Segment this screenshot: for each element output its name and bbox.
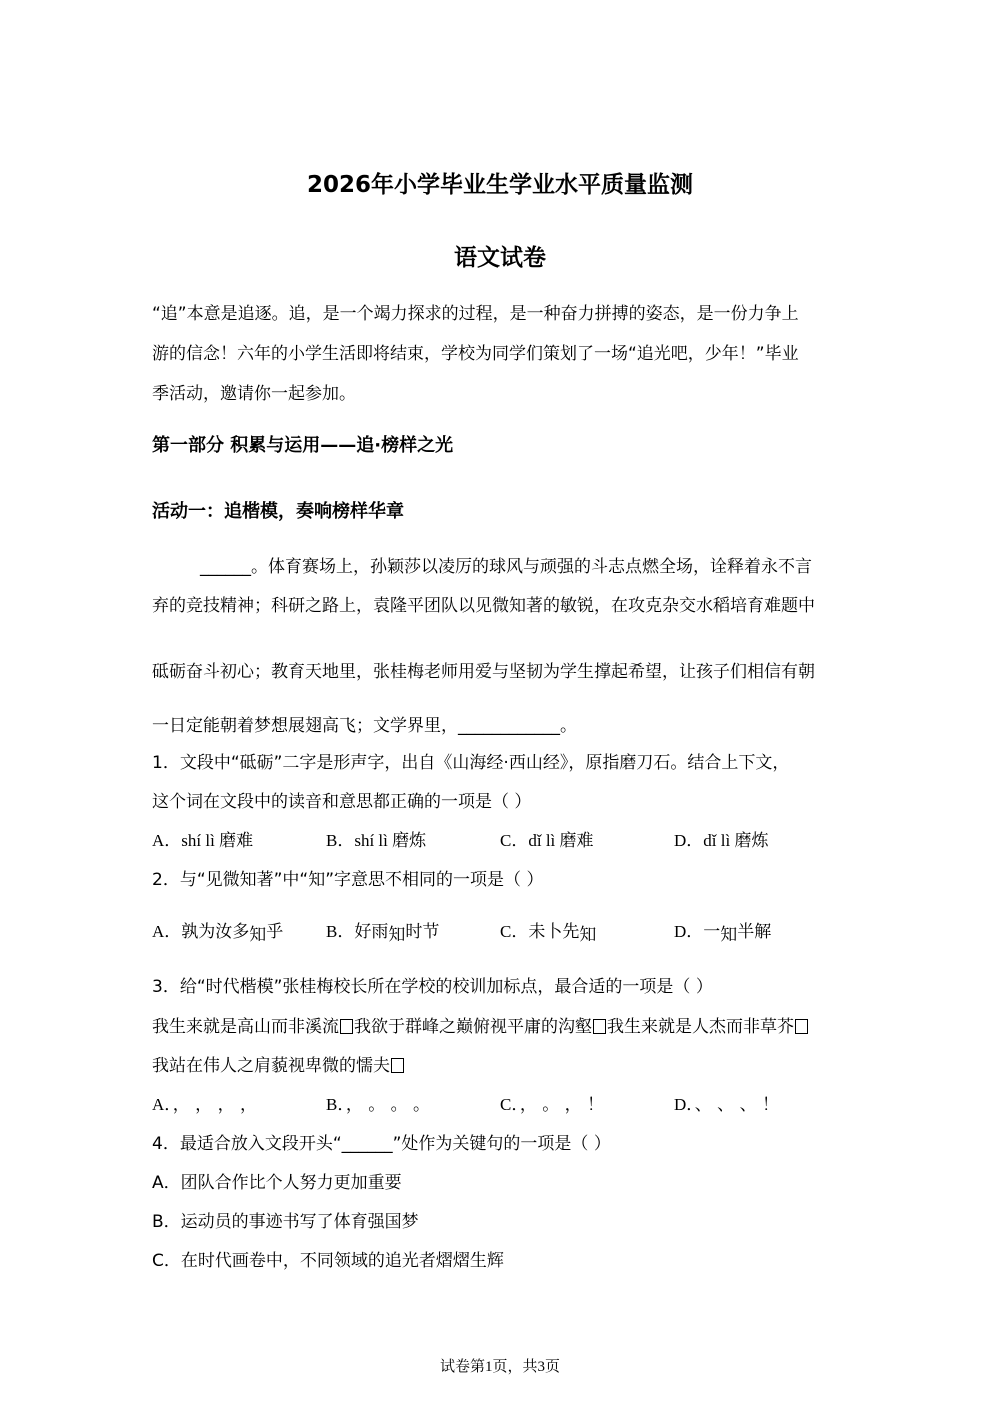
- exam-subtitle: 语文试卷: [454, 245, 546, 271]
- q3-motto-line-2: 我站在伟人之肩藐视卑微的懦夫: [152, 1054, 842, 1078]
- q1-option-d[interactable]: D．dǐ lì 磨炼: [674, 831, 769, 850]
- q1-option-a[interactable]: A．shí lì 磨难: [152, 831, 254, 850]
- q4-stem: 4．最适合放入文段开头“______”处作为关键句的一项是（ ）: [152, 1134, 611, 1154]
- q3-motto-line-1: 我生来就是高山而非溪流 我欲于群峰之巅俯视平庸的沟壑 我生来就是人杰而非草芥: [152, 1015, 842, 1039]
- punctuation-blank-box: [593, 1019, 606, 1034]
- punctuation-blank-box: [391, 1058, 404, 1073]
- q3-option-c[interactable]: C．， 。 ， ！: [500, 1095, 605, 1115]
- activity1-heading: 活动一：追楷模，奏响榜样华章: [152, 501, 404, 522]
- page-footer: 试卷第1页，共3页: [439, 1359, 560, 1375]
- q1-option-b[interactable]: B．shí lì 磨炼: [326, 831, 427, 850]
- punctuation-blank-box: [340, 1019, 353, 1034]
- q2-option-b[interactable]: B．好雨知时节: [326, 922, 440, 945]
- q2-options: [152, 920, 842, 944]
- q4-option-a[interactable]: A．团队合作比个人努力更加重要: [152, 1173, 402, 1193]
- punctuation-blank-box: [795, 1019, 808, 1034]
- q1-stem-line-2: 这个词在文段中的读音和意思都正确的一项是（ ）: [152, 792, 532, 812]
- q2-stem: 2．与“见微知著”中“知”字意思不相同的一项是（ ）: [152, 870, 544, 890]
- q3-option-d[interactable]: D．、 、 、 ！: [674, 1095, 779, 1115]
- passage-line-4: 一日定能朝着梦想展翅高飞；文学界里，____________。: [152, 716, 577, 736]
- q3-option-b[interactable]: B．， 。 。 。: [326, 1095, 431, 1115]
- passage-line-1: ______。体育赛场上，孙颖莎以凌厉的球风与顽强的斗志点燃全场，诠释着永不言: [200, 557, 812, 577]
- intro-line-1: “追”本意是追逐。追，是一个竭力探求的过程，是一种奋力拼搏的姿态，是一份力争上: [152, 304, 799, 324]
- passage-line-3: 砥砺奋斗初心；教育天地里，张桂梅老师用爱与坚韧为学生撑起希望，让孩子们相信有朝: [152, 662, 815, 682]
- exam-title: 2026年小学毕业生学业水平质量监测: [306, 172, 693, 198]
- part1-heading: 第一部分 积累与运用——追·榜样之光: [152, 435, 454, 456]
- intro-line-3: 季活动，邀请你一起参加。: [152, 384, 356, 404]
- q2-option-a[interactable]: A．孰为汝多知乎: [152, 922, 284, 945]
- q4-option-c[interactable]: C．在时代画卷中，不同领域的追光者熠熠生辉: [152, 1251, 504, 1271]
- q3-option-a[interactable]: A．， ， ， ，: [152, 1095, 257, 1115]
- q3-stem: 3．给“时代楷模”张桂梅校长所在学校的校训加标点，最合适的一项是（ ）: [152, 977, 713, 997]
- intro-line-2: 游的信念！六年的小学生活即将结束，学校为同学们策划了一场“追光吧，少年！”毕业: [152, 344, 799, 364]
- q1-option-c[interactable]: C．dǐ lì 磨难: [500, 831, 594, 850]
- q4-option-b[interactable]: B．运动员的事迹书写了体育强国梦: [152, 1212, 419, 1232]
- q2-option-d[interactable]: D．一知半解: [674, 922, 772, 945]
- q2-option-c[interactable]: C．未卜先知: [500, 922, 597, 945]
- passage-line-2: 弃的竞技精神；科研之路上，袁隆平团队以见微知著的敏锐，在攻克杂交水稻培育难题中: [152, 596, 815, 616]
- q1-options: [152, 829, 842, 853]
- q3-options: [152, 1093, 842, 1117]
- q1-stem-line-1: 1．文段中“砥砺”二字是形声字，出自《山海经·西山经》，原指磨刀石。结合上下文，: [152, 753, 790, 773]
